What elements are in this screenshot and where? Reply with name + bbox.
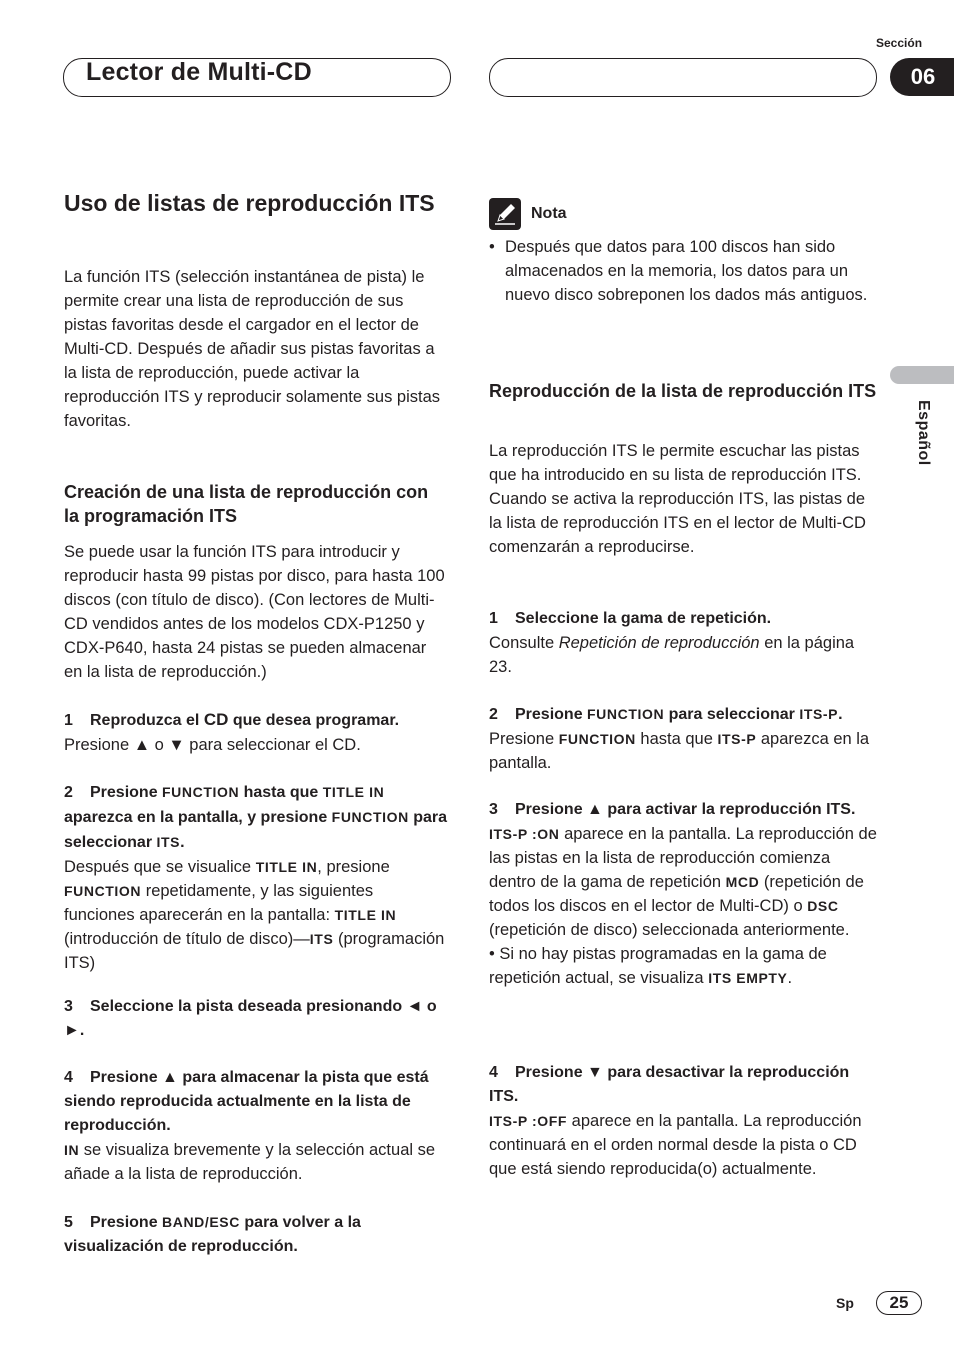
step-key: ITS-P	[799, 706, 839, 722]
step-2	[64, 780, 448, 975]
step-3	[489, 798, 877, 990]
step-key: FUNCTION	[331, 809, 409, 825]
step-text: Presione	[515, 706, 588, 723]
intro-paragraph: La función ITS (selección instantánea de pista) le permite crear una lista de reproducción de sus pistas favoritas desde el cargador en el lector de Multi-CD. Después de añadir sus pistas favoritas a la lista de reproducción, puede activar la reproducción ITS y reproducir solamente sus pistas favoritas.	[64, 268, 441, 430]
pencil-note-icon	[489, 198, 521, 230]
section-number: 06	[890, 58, 954, 96]
step-text: aparezca en la pantalla, y presione	[64, 809, 332, 826]
display-text: IN	[64, 1142, 80, 1158]
subsection-intro: La reproducción ITS le permite escuchar las pistas que ha introducido en su lista de reproducción ITS. Cuando se activa la reproducción ITS, las pistas de la lista de reproducción ITS en el lector de Multi-CD comenzarán a reproducirse.	[489, 442, 866, 556]
step-text: Reproduzca el	[90, 712, 204, 729]
display-text: MCD	[725, 874, 760, 890]
step-key: CD	[203, 710, 229, 729]
step-body: Después que se visualice TITLE IN, presione FUNCTION repetidamente, y las siguientes funciones aparecerán en la pantalla: TITLE IN (introducción de título de disco)—ITS (programación ITS)	[64, 858, 445, 972]
step-2	[489, 702, 877, 775]
step-5	[64, 1210, 448, 1259]
section-label: Sección	[876, 36, 923, 50]
language-label: Español	[915, 400, 932, 466]
step-number: 5	[64, 1214, 73, 1231]
step-text: .	[180, 834, 185, 851]
footer-lang-code: Sp	[836, 1295, 854, 1311]
header-title: Lector de Multi-CD	[86, 58, 312, 86]
step-body: Presione FUNCTION hasta que ITS-P aparezca en la pantalla.	[489, 730, 870, 772]
display-text: ITS-P :ON	[489, 826, 560, 842]
subsection-title: Creación de una lista de reproducción con la programación ITS	[64, 482, 429, 526]
step-key: ITS	[156, 834, 181, 850]
step-number: 4	[64, 1069, 73, 1086]
step-3	[64, 995, 448, 1043]
note-header	[489, 198, 567, 230]
step-number: 2	[489, 706, 498, 723]
step-number: 3	[64, 998, 73, 1015]
step-body: Consulte Repetición de reproducción en la página 23.	[489, 634, 855, 676]
section-title: Uso de listas de reproducción ITS	[64, 190, 435, 216]
step-text: Presione	[90, 784, 163, 801]
language-tab	[890, 366, 954, 384]
display-text: TITLE IN	[334, 907, 397, 923]
step-text: hasta que	[239, 784, 323, 801]
step-1	[64, 708, 448, 757]
display-text: ITS EMPTY	[708, 970, 788, 986]
step-body: ITS-P :ON aparece en la pantalla. La reproducción de las pistas en la lista de reproducción comienza dentro de la gama de repetición MCD (repetición de todos los discos en el lector de Multi-CD) o DSC (repetición de disco) seleccionada anteriormente.	[489, 825, 877, 939]
step-4	[489, 1061, 877, 1181]
subsection-title: Reproducción de la lista de reproducción ITS	[489, 381, 877, 401]
display-text: ITS	[309, 931, 334, 947]
step-text: para seleccionar	[64, 809, 448, 851]
display-text: DSC	[807, 898, 839, 914]
step-number: 4	[489, 1064, 498, 1081]
step-text: que desea programar.	[228, 712, 400, 729]
step-body: IN se visualiza brevemente y la selección actual se añade a la lista de reproducción.	[64, 1141, 436, 1183]
step-number: 1	[489, 610, 498, 627]
step-text: Seleccione la gama de repetición.	[515, 610, 772, 627]
step-1	[489, 607, 877, 679]
header-right-frame	[489, 58, 877, 97]
step-text: Seleccione la pista deseada presionando ◄ o ►.	[64, 998, 437, 1039]
step-text: Presione ▼ para desactivar la reproducción ITS.	[489, 1064, 850, 1105]
cross-reference: Repetición de reproducción	[558, 634, 760, 652]
display-text: FUNCTION	[64, 883, 142, 899]
note-label: Nota	[531, 205, 567, 222]
step-text: Presione ▲ para activar la reproducción ITS.	[515, 801, 856, 818]
step-key: BAND/ESC	[162, 1214, 240, 1230]
subsection-intro: Se puede usar la función ITS para introducir y reproducir hasta 99 pistas por disco, para hasta 100 discos (con título de disco). (Con lectores de Multi-CD vendidos antes de los modelos CDX-P1250 y CDX-P640, hasta 24 pistas se pueden almacenar en la lista de reproducción.)	[64, 543, 445, 681]
display-text: FUNCTION	[558, 731, 636, 747]
step-number: 2	[64, 784, 73, 801]
step-text: Presione ▲ para almacenar la pista que está siendo reproducida actualmente en la lista de reproducción.	[64, 1069, 429, 1134]
step-key: FUNCTION	[587, 706, 665, 722]
step-bullet: • Si no hay pistas programadas en la gama de repetición actual, se visualiza ITS EMPTY.	[489, 945, 827, 987]
step-key: FUNCTION	[162, 784, 240, 800]
display-text: ITS-P	[717, 731, 757, 747]
step-number: 1	[64, 712, 73, 729]
step-body: ITS-P :OFF aparece en la pantalla. La reproducción continuará en el orden normal desde la pista o CD que está siendo reproducida(o) actualmente.	[489, 1112, 862, 1178]
step-key: TITLE IN	[322, 784, 385, 800]
display-text: TITLE IN	[255, 859, 318, 875]
page-number: 25	[876, 1291, 922, 1315]
step-text: para volver a la visualización de reproducción.	[64, 1214, 361, 1255]
step-number: 3	[489, 801, 498, 818]
step-body: Presione ▲ o ▼ para seleccionar el CD.	[64, 736, 361, 754]
step-text: para seleccionar	[664, 706, 800, 723]
step-text: Presione	[90, 1214, 163, 1231]
step-text: .	[838, 706, 843, 723]
note-list	[489, 235, 877, 307]
display-text: ITS-P :OFF	[489, 1113, 568, 1129]
note-item: • Después que datos para 100 discos han sido almacenados en la memoria, los datos para un nuevo disco sobreponen los dados más antiguos.	[489, 235, 877, 307]
step-4	[64, 1066, 448, 1186]
